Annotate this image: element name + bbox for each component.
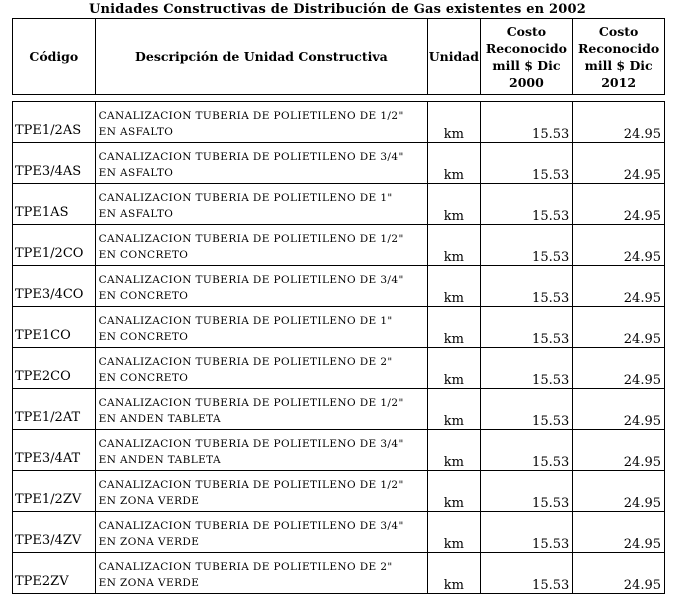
descripcion-line: EN CONCRETO: [98, 249, 189, 261]
descripcion-line: EN CONCRETO: [98, 290, 189, 302]
descripcion-line: EN ASFALTO: [98, 167, 174, 179]
cell-descripcion: [95, 102, 428, 143]
cell-unidad: km: [428, 307, 480, 348]
cell-codigo: TPE3/4AS: [13, 143, 96, 184]
table-row: [13, 266, 665, 307]
descripcion-line: CANALIZACION TUBERIA DE POLIETILENO DE 1/2": [98, 479, 404, 491]
cell-costo-2000: 15.53: [480, 553, 573, 594]
cell-descripcion: [95, 266, 428, 307]
cell-descripcion: [95, 553, 428, 594]
cell-codigo: TPE1CO: [13, 307, 96, 348]
data-table: [12, 101, 665, 594]
cell-descripcion: [95, 143, 428, 184]
cell-descripcion: [95, 471, 428, 512]
cell-costo-2000: 15.53: [480, 430, 573, 471]
descripcion-line: CANALIZACION TUBERIA DE POLIETILENO DE 1/2": [98, 110, 404, 122]
header-costo-2000-line: Costo: [506, 23, 547, 39]
cell-unidad: km: [428, 102, 480, 143]
header-costo-2012-line: Costo: [598, 23, 639, 39]
descripcion-line: EN CONCRETO: [98, 331, 189, 343]
header-row: [13, 19, 665, 95]
header-table: [12, 18, 665, 95]
descripcion-line: CANALIZACION TUBERIA DE POLIETILENO DE 1/2": [98, 397, 404, 409]
cell-descripcion: [95, 307, 428, 348]
cell-costo-2000: 15.53: [480, 225, 573, 266]
cell-costo-2012: 24.95: [573, 389, 665, 430]
descripcion-line: EN ANDEN TABLETA: [98, 454, 221, 466]
cell-costo-2012: 24.95: [573, 225, 665, 266]
descripcion-line: CANALIZACION TUBERIA DE POLIETILENO DE 1": [98, 315, 393, 327]
descripcion-line: EN ZONA VERDE: [98, 536, 200, 548]
table-row: [13, 225, 665, 266]
cell-unidad: km: [428, 348, 480, 389]
cell-codigo: TPE2ZV: [13, 553, 96, 594]
descripcion-line: CANALIZACION TUBERIA DE POLIETILENO DE 1": [98, 192, 393, 204]
cell-costo-2000: 15.53: [480, 143, 573, 184]
header-costo-2012-line: 2012: [601, 74, 637, 90]
cell-descripcion: [95, 512, 428, 553]
cell-unidad: km: [428, 430, 480, 471]
descripcion-line: EN ASFALTO: [98, 208, 174, 220]
cell-descripcion: [95, 184, 428, 225]
cell-unidad: km: [428, 389, 480, 430]
descripcion-line: EN CONCRETO: [98, 372, 189, 384]
cell-codigo: TPE3/4ZV: [13, 512, 96, 553]
cell-costo-2000: 15.53: [480, 389, 573, 430]
cell-costo-2012: 24.95: [573, 553, 665, 594]
header-costo-2012-line: mill $ Dic: [584, 57, 653, 73]
descripcion-line: CANALIZACION TUBERIA DE POLIETILENO DE 2": [98, 356, 393, 368]
table-row: [13, 143, 665, 184]
cell-codigo: TPE1/2AS: [13, 102, 96, 143]
cell-costo-2000: 15.53: [480, 348, 573, 389]
cell-descripcion: [95, 389, 428, 430]
cell-codigo: TPE1/2AT: [13, 389, 96, 430]
cell-unidad: km: [428, 143, 480, 184]
cell-costo-2000: 15.53: [480, 102, 573, 143]
descripcion-line: EN ANDEN TABLETA: [98, 413, 221, 425]
header-costo-2000-line: mill $ Dic: [492, 57, 561, 73]
cell-codigo: TPE1AS: [13, 184, 96, 225]
descripcion-line: CANALIZACION TUBERIA DE POLIETILENO DE 3/4": [98, 151, 404, 163]
descripcion-line: EN ASFALTO: [98, 126, 174, 138]
descripcion-line: EN ZONA VERDE: [98, 495, 200, 507]
cell-costo-2000: 15.53: [480, 266, 573, 307]
cell-costo-2000: 15.53: [480, 307, 573, 348]
header-costo-2012-line: Reconocido: [578, 40, 660, 56]
table-row: [13, 307, 665, 348]
descripcion-line: EN ZONA VERDE: [98, 577, 200, 589]
header-unidad: Unidad: [428, 19, 480, 95]
cell-descripcion: [95, 348, 428, 389]
cell-costo-2012: 24.95: [573, 143, 665, 184]
table-row: [13, 389, 665, 430]
page-title: Unidades Constructivas de Distribución de Gas existentes en 2002: [88, 2, 587, 17]
cell-costo-2000: 15.53: [480, 184, 573, 225]
header-costo-2000-line: 2000: [509, 74, 544, 90]
cell-costo-2012: 24.95: [573, 102, 665, 143]
table-row: [13, 102, 665, 143]
table-row: [13, 348, 665, 389]
header-costo-2012: [573, 19, 665, 95]
cell-codigo: TPE1/2CO: [13, 225, 96, 266]
table-row: [13, 553, 665, 594]
cell-costo-2012: 24.95: [573, 184, 665, 225]
cell-unidad: km: [428, 225, 480, 266]
header-costo-2000: [480, 19, 573, 95]
cell-unidad: km: [428, 471, 480, 512]
table-row: [13, 184, 665, 225]
header-codigo: Código: [13, 19, 96, 95]
cell-unidad: km: [428, 553, 480, 594]
cell-costo-2000: 15.53: [480, 471, 573, 512]
cell-codigo: TPE3/4CO: [13, 266, 96, 307]
cell-costo-2012: 24.95: [573, 430, 665, 471]
cell-costo-2012: 24.95: [573, 471, 665, 512]
cell-codigo: TPE2CO: [13, 348, 96, 389]
descripcion-line: CANALIZACION TUBERIA DE POLIETILENO DE 2": [98, 561, 393, 573]
cell-costo-2012: 24.95: [573, 307, 665, 348]
table-row: [13, 471, 665, 512]
table-row: [13, 512, 665, 553]
descripcion-line: CANALIZACION TUBERIA DE POLIETILENO DE 1/2": [98, 233, 404, 245]
cell-unidad: km: [428, 184, 480, 225]
descripcion-line: CANALIZACION TUBERIA DE POLIETILENO DE 3/4": [98, 274, 404, 286]
header-descripcion: Descripción de Unidad Constructiva: [95, 19, 428, 95]
descripcion-line: CANALIZACION TUBERIA DE POLIETILENO DE 3/4": [98, 520, 404, 532]
descripcion-line: CANALIZACION TUBERIA DE POLIETILENO DE 3/4": [98, 438, 404, 450]
cell-costo-2012: 24.95: [573, 348, 665, 389]
cell-unidad: km: [428, 512, 480, 553]
header-costo-2000-line: Reconocido: [485, 40, 567, 56]
cell-descripcion: [95, 430, 428, 471]
cell-descripcion: [95, 225, 428, 266]
cell-codigo: TPE1/2ZV: [13, 471, 96, 512]
cell-codigo: TPE3/4AT: [13, 430, 96, 471]
cell-costo-2000: 15.53: [480, 512, 573, 553]
cell-unidad: km: [428, 266, 480, 307]
cell-costo-2012: 24.95: [573, 266, 665, 307]
table-row: [13, 430, 665, 471]
cell-costo-2012: 24.95: [573, 512, 665, 553]
